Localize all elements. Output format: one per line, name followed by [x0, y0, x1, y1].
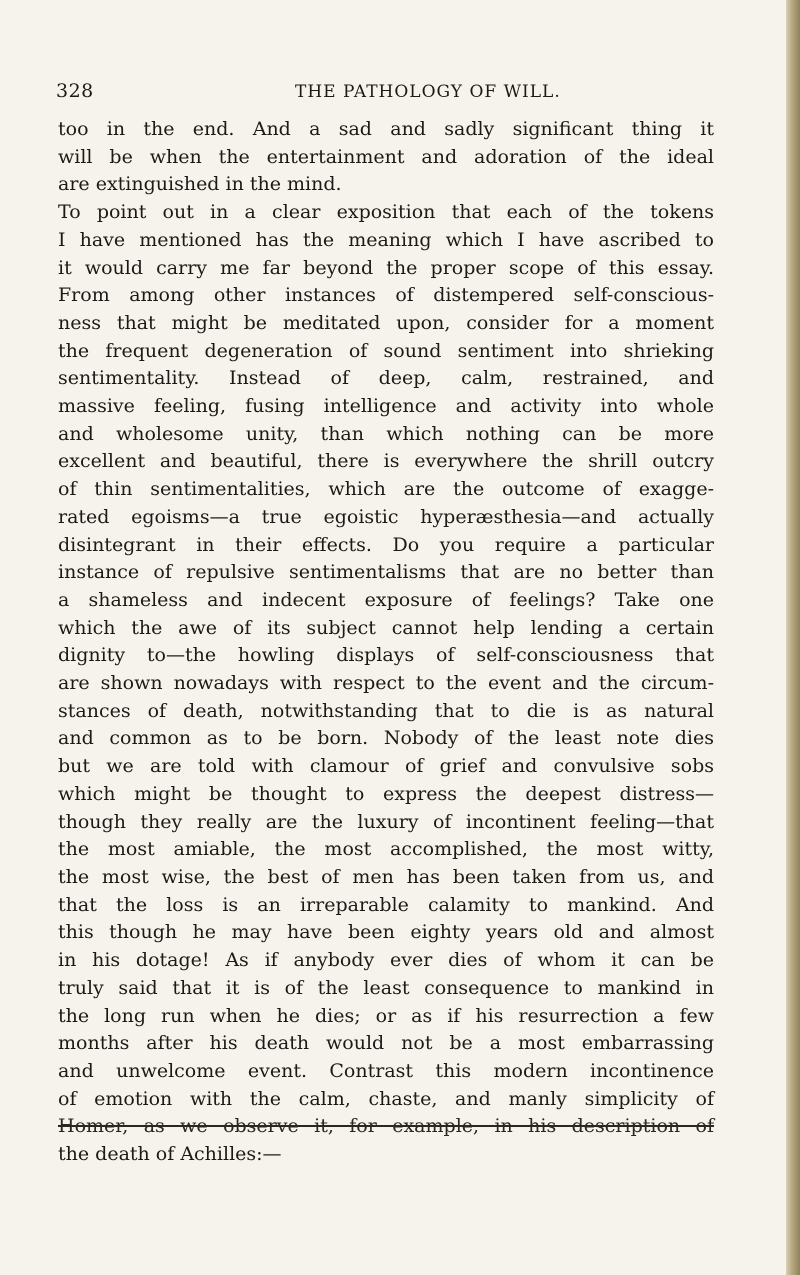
- text-line: are extinguished in the mind.: [58, 173, 342, 196]
- page-edge: [786, 0, 800, 1275]
- page-number: 328: [56, 80, 94, 102]
- text-line: of thin sentimentalities, which are the outcome of exagge-: [58, 478, 714, 501]
- text-line: of emotion with the calm, chaste, and manly simplicity of: [58, 1087, 714, 1110]
- text-line: in his dotage! As if anybody ever dies of whom it can be: [58, 949, 714, 972]
- text-line: instance of repulsive sentimentalisms that are no better than: [58, 561, 714, 584]
- text-line: excellent and beautiful, there is everywhere the shrill outcry: [58, 450, 714, 473]
- text-line: which the awe of its subject cannot help lending a certain: [58, 616, 714, 639]
- text-line: are shown nowadays with respect to the event and the circum-: [58, 672, 714, 695]
- text-line: will be when the entertainment and adoration of the ideal: [58, 145, 714, 168]
- text-line: I have mentioned has the meaning which I have ascribed to: [58, 228, 714, 251]
- text-line: truly said that it is of the least consequence to mankind in: [58, 976, 714, 999]
- text-line: this though he may have been eighty years old and almost: [58, 921, 714, 944]
- text-line: massive feeling, fusing intelligence and activity into whole: [58, 395, 714, 418]
- text-line: but we are told with clamour of grief and convulsive sobs: [58, 755, 714, 778]
- text-line: the frequent degeneration of sound sentiment into shrieking: [58, 339, 714, 362]
- text-line: though they really are the luxury of incontinent feeling—that: [58, 810, 714, 833]
- text-line: a shameless and indecent exposure of feelings? Take one: [58, 588, 714, 611]
- text-line: the most amiable, the most accomplished, the most witty,: [58, 838, 714, 861]
- text-line: the death of Achilles:—: [58, 1143, 282, 1166]
- page-header: [56, 80, 756, 110]
- text-line: and common as to be born. Nobody of the least note dies: [58, 727, 714, 750]
- text-line: the most wise, the best of men has been taken from us, and: [58, 865, 714, 888]
- struck-text-line: Homer, as we observe it, for example, in his description of: [58, 1115, 714, 1138]
- text-line: From among other instances of distempered self-conscious-: [58, 284, 714, 307]
- text-line: disintegrant in their effects. Do you require a particular: [58, 533, 714, 556]
- text-line: sentimentality. Instead of deep, calm, restrained, and: [58, 367, 714, 390]
- text-line: it would carry me far beyond the proper scope of this essay.: [58, 256, 714, 279]
- text-line: dignity to—the howling displays of self-consciousness that: [58, 644, 714, 667]
- body-text: [58, 116, 714, 1169]
- text-line: ness that might be meditated upon, consider for a moment: [58, 311, 714, 334]
- running-head: THE PATHOLOGY OF WILL.: [295, 82, 561, 102]
- text-line: which might be thought to express the deepest distress—: [58, 782, 714, 805]
- text-line: and wholesome unity, than which nothing can be more: [58, 422, 714, 445]
- text-line: To point out in a clear exposition that each of the tokens: [58, 201, 714, 224]
- text-line: and unwelcome event. Contrast this modern incontinence: [58, 1059, 714, 1082]
- text-line: the long run when he dies; or as if his resurrection a few: [58, 1004, 714, 1027]
- text-line: too in the end. And a sad and sadly significant thing it: [58, 118, 714, 140]
- text-line: stances of death, notwithstanding that to die is as natural: [58, 699, 714, 722]
- text-line: months after his death would not be a most embarrassing: [58, 1032, 714, 1055]
- text-line: rated egoisms—a true egoistic hyperæsthesia—and actually: [58, 505, 714, 528]
- text-line: that the loss is an irreparable calamity to mankind. And: [58, 893, 714, 916]
